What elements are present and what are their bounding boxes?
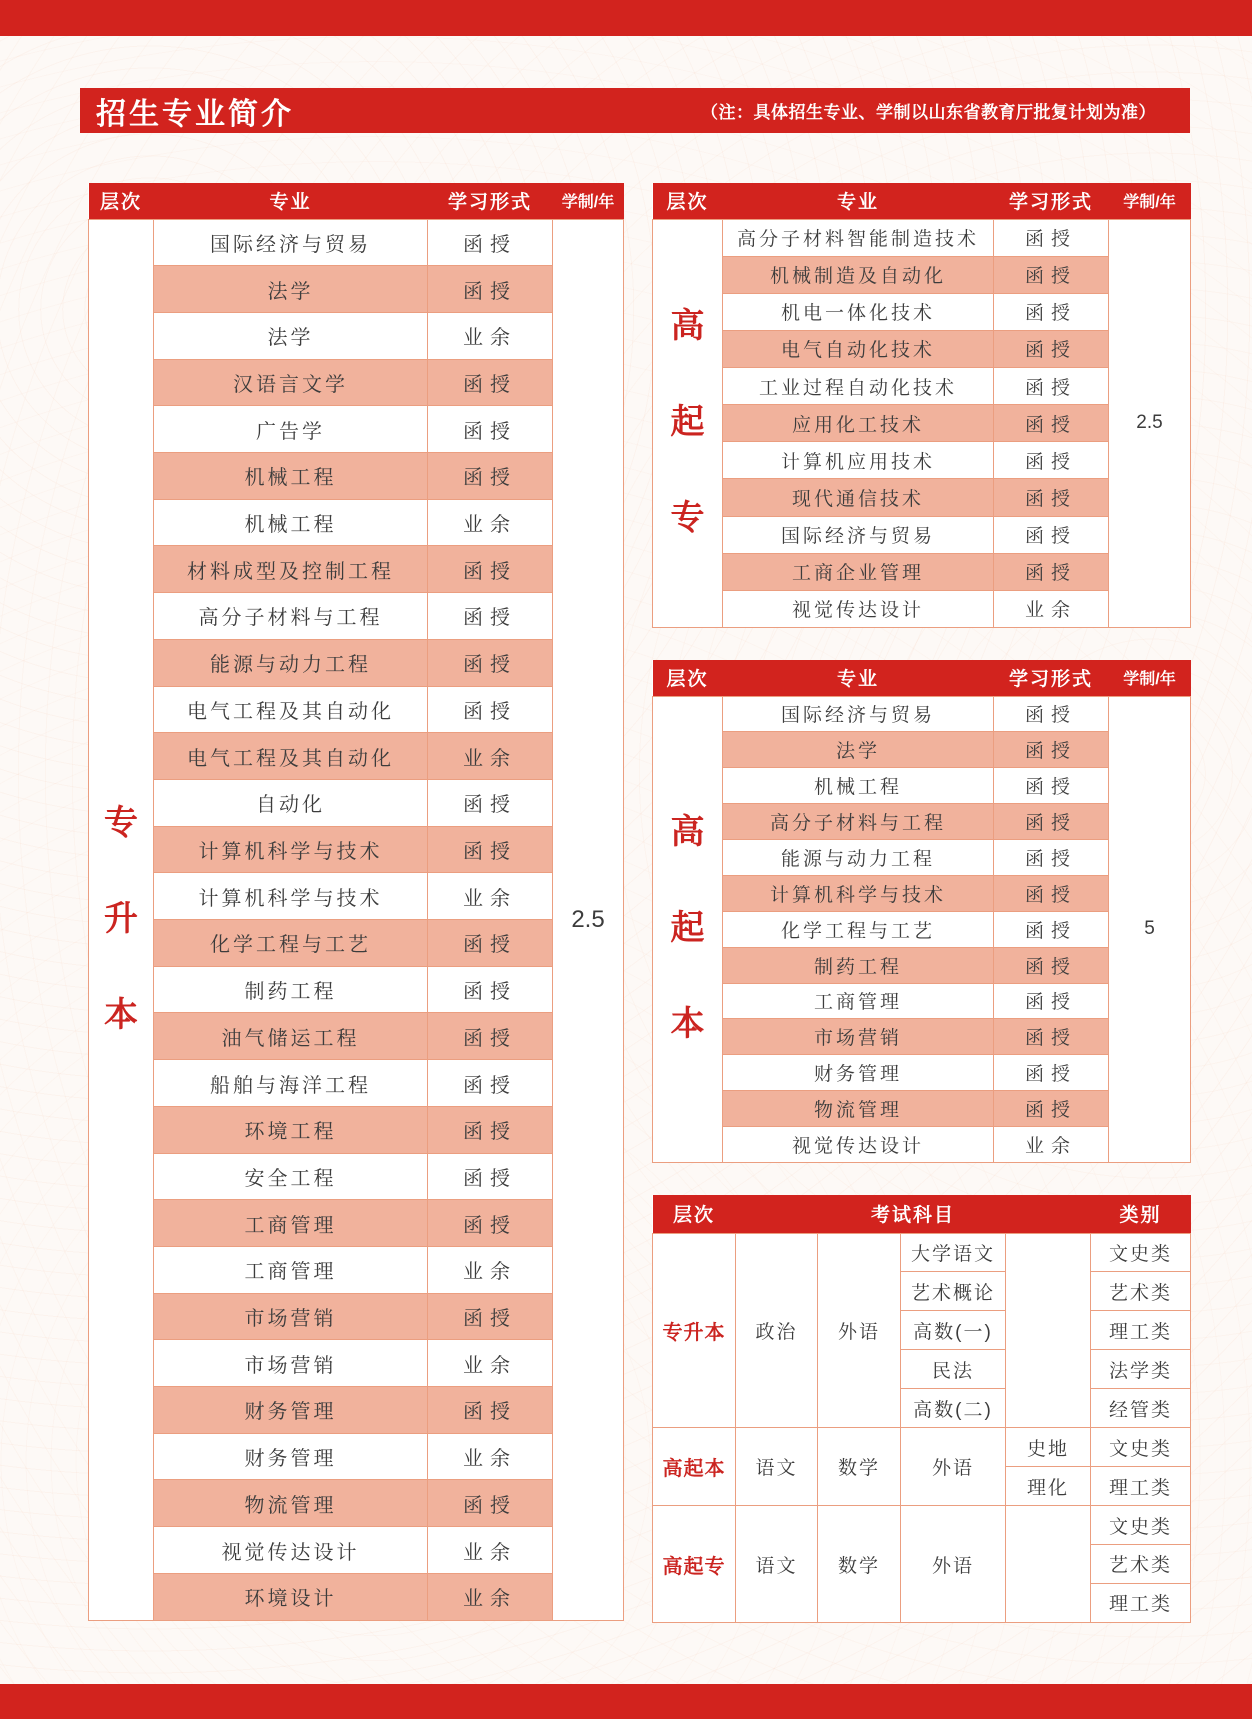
- major-cell: 市场营销: [154, 1293, 428, 1340]
- level-char: 起: [670, 910, 705, 948]
- study-form-cell: 函授: [994, 696, 1109, 732]
- study-form-cell: 函授: [428, 920, 553, 967]
- major-cell: 化学工程与工艺: [723, 911, 994, 947]
- study-form-cell: 函授: [994, 293, 1109, 330]
- study-form-cell: 函授: [994, 1019, 1109, 1055]
- major-cell: 广告学: [154, 406, 428, 453]
- major-cell: 计算机应用技术: [723, 442, 994, 479]
- col-header-exam-subjects: 考试科目: [736, 1195, 1091, 1233]
- major-cell: 机电一体化技术: [723, 293, 994, 330]
- study-form-cell: 业余: [428, 499, 553, 546]
- study-form-cell: 函授: [994, 405, 1109, 442]
- col-header-level: 层次: [653, 660, 723, 696]
- major-cell: 计算机科学与技术: [154, 873, 428, 920]
- table-row: [89, 312, 624, 359]
- study-form-cell: 函授: [428, 1013, 553, 1060]
- level-char: 专: [104, 804, 138, 842]
- major-cell: 能源与动力工程: [723, 840, 994, 876]
- major-cell: 计算机科学与技术: [723, 875, 994, 911]
- study-form-cell: 函授: [994, 768, 1109, 804]
- level-vertical-label: [653, 310, 722, 536]
- study-form-cell: 函授: [428, 686, 553, 733]
- table-row: [89, 1013, 624, 1060]
- study-form-cell: 函授: [994, 1091, 1109, 1127]
- study-form-cell: 函授: [428, 593, 553, 640]
- table-row: [89, 1200, 624, 1247]
- level-label: [653, 219, 723, 628]
- level-label: [653, 696, 723, 1163]
- major-cell: 汉语言文学: [154, 359, 428, 406]
- study-form-cell: 函授: [428, 359, 553, 406]
- category-cell: 文史类: [1091, 1506, 1191, 1545]
- major-cell: 现代通信技术: [723, 479, 994, 516]
- major-cell: 化学工程与工艺: [154, 920, 428, 967]
- col-header-duration: 学制/年: [553, 183, 624, 219]
- level-char: 本: [670, 1006, 705, 1044]
- study-form-cell: 函授: [994, 911, 1109, 947]
- study-form-cell: 业余: [428, 1246, 553, 1293]
- table-zhuanshengben-majors: [88, 183, 623, 1621]
- study-form-cell: 业余: [428, 733, 553, 780]
- table-row: [89, 499, 624, 546]
- level-char: 升: [104, 900, 138, 938]
- major-cell: 安全工程: [154, 1153, 428, 1200]
- study-form-cell: 函授: [428, 1200, 553, 1247]
- study-form-cell: 业余: [428, 312, 553, 359]
- study-form-cell: 函授: [994, 840, 1109, 876]
- study-form-cell: 函授: [428, 266, 553, 313]
- study-form-cell: 函授: [994, 983, 1109, 1019]
- common-subject-cell: 数学: [818, 1428, 901, 1506]
- major-cell: 视觉传达设计: [723, 590, 994, 627]
- table-row: [89, 873, 624, 920]
- option-subject-cell: 高数(二): [901, 1389, 1006, 1428]
- major-cell: 工商企业管理: [723, 553, 994, 590]
- major-cell: 财务管理: [154, 1387, 428, 1434]
- study-form-cell: 业余: [994, 1127, 1109, 1163]
- major-cell: 制药工程: [154, 966, 428, 1013]
- table-header-row: [653, 660, 1191, 696]
- major-cell: 视觉传达设计: [723, 1127, 994, 1163]
- study-form-cell: 函授: [994, 732, 1109, 768]
- category-cell: 文史类: [1091, 1428, 1191, 1467]
- col-header-level: 层次: [89, 183, 154, 219]
- table-row: [89, 1527, 624, 1574]
- empty-cell: [1006, 1233, 1091, 1428]
- major-cell: 油气储运工程: [154, 1013, 428, 1060]
- major-cell: 法学: [154, 312, 428, 359]
- level-vertical-label: [89, 804, 153, 1034]
- col-header-level: 层次: [653, 1195, 736, 1233]
- table-gaoqizhuan-majors: [652, 183, 1190, 628]
- study-form-cell: 函授: [994, 256, 1109, 293]
- col-header-study-form: 学习形式: [994, 183, 1109, 219]
- category-cell: 理工类: [1091, 1583, 1191, 1622]
- table-row: [89, 1293, 624, 1340]
- study-form-cell: 函授: [428, 1387, 553, 1434]
- category-cell: 文史类: [1091, 1233, 1191, 1272]
- major-cell: 机械工程: [154, 453, 428, 500]
- level-vertical-label: [653, 816, 722, 1042]
- study-form-cell: 函授: [428, 453, 553, 500]
- study-form-cell: 函授: [428, 779, 553, 826]
- option-subject-cell: 大学语文: [901, 1233, 1006, 1272]
- table-row: [89, 1387, 624, 1434]
- study-form-cell: 函授: [428, 826, 553, 873]
- category-cell: 法学类: [1091, 1350, 1191, 1389]
- major-cell: 财务管理: [154, 1433, 428, 1480]
- table-row: [89, 639, 624, 686]
- majors-table: [652, 183, 1191, 628]
- major-cell: 电气工程及其自动化: [154, 686, 428, 733]
- common-subject-cell: 外语: [901, 1428, 1006, 1506]
- table-row: [89, 219, 624, 266]
- major-cell: 法学: [154, 266, 428, 313]
- major-cell: 财务管理: [723, 1055, 994, 1091]
- table-row: [89, 966, 624, 1013]
- table-row: [89, 1106, 624, 1153]
- table-row: [89, 266, 624, 313]
- level-char: 起: [670, 404, 705, 442]
- col-header-major: 专业: [723, 660, 994, 696]
- major-cell: 制药工程: [723, 947, 994, 983]
- col-header-major: 专业: [723, 183, 994, 219]
- table-row: [89, 826, 624, 873]
- bottom-red-bar: [0, 1684, 1252, 1719]
- major-cell: 船舶与海洋工程: [154, 1060, 428, 1107]
- major-cell: 计算机科学与技术: [154, 826, 428, 873]
- table-row: [89, 686, 624, 733]
- exam-table: [652, 1195, 1191, 1623]
- exam-row: [653, 1506, 1191, 1545]
- study-form-cell: 函授: [428, 219, 553, 266]
- option-subject-cell: 高数(一): [901, 1311, 1006, 1350]
- exam-level-label: 专升本: [653, 1233, 736, 1428]
- major-cell: 电气工程及其自动化: [154, 733, 428, 780]
- majors-table: [88, 183, 624, 1621]
- table-row: [89, 1340, 624, 1387]
- study-form-cell: 函授: [428, 1060, 553, 1107]
- study-form-cell: 函授: [994, 368, 1109, 405]
- table-row: [89, 406, 624, 453]
- study-form-cell: 函授: [994, 553, 1109, 590]
- empty-cell: [1006, 1506, 1091, 1623]
- exam-row: [653, 1428, 1191, 1467]
- category-cell: 理工类: [1091, 1311, 1191, 1350]
- major-cell: 机械工程: [154, 499, 428, 546]
- major-cell: 工商管理: [154, 1200, 428, 1247]
- major-cell: 应用化工技术: [723, 405, 994, 442]
- major-cell: 能源与动力工程: [154, 639, 428, 686]
- category-cell: 经管类: [1091, 1389, 1191, 1428]
- major-cell: 工商管理: [154, 1246, 428, 1293]
- table-row: [89, 1433, 624, 1480]
- study-form-cell: 函授: [428, 1293, 553, 1340]
- col-header-study-form: 学习形式: [994, 660, 1109, 696]
- table-row: [89, 359, 624, 406]
- major-cell: 工商管理: [723, 983, 994, 1019]
- major-cell: 市场营销: [723, 1019, 994, 1055]
- level-char: 高: [670, 308, 705, 346]
- study-form-cell: 函授: [428, 406, 553, 453]
- col-header-level: 层次: [653, 183, 723, 219]
- major-cell: 国际经济与贸易: [154, 219, 428, 266]
- study-form-cell: 业余: [428, 1573, 553, 1620]
- table-row: [89, 593, 624, 640]
- col-header-major: 专业: [154, 183, 428, 219]
- common-subject-cell: 语文: [736, 1506, 818, 1623]
- table-row: [89, 1153, 624, 1200]
- study-form-cell: 函授: [994, 442, 1109, 479]
- table-gaoqiben-majors: [652, 660, 1190, 1163]
- study-form-cell: 函授: [994, 1055, 1109, 1091]
- page-title: 招生专业简介: [96, 97, 294, 131]
- major-cell: 视觉传达设计: [154, 1527, 428, 1574]
- common-subject-cell: 语文: [736, 1428, 818, 1506]
- table-exam-subjects: [652, 1195, 1190, 1623]
- exam-level-label: 高起专: [653, 1506, 736, 1623]
- major-cell: 法学: [723, 732, 994, 768]
- common-subject-cell: 数学: [818, 1506, 901, 1623]
- table-header-row: [653, 1195, 1191, 1233]
- exam-row: [653, 1233, 1191, 1272]
- major-cell: 市场营销: [154, 1340, 428, 1387]
- study-form-cell: 函授: [994, 947, 1109, 983]
- study-form-cell: 函授: [428, 1480, 553, 1527]
- table-row: [89, 733, 624, 780]
- major-cell: 国际经济与贸易: [723, 516, 994, 553]
- major-cell: 高分子材料与工程: [723, 804, 994, 840]
- major-cell: 物流管理: [154, 1480, 428, 1527]
- study-form-cell: 函授: [994, 330, 1109, 367]
- study-form-cell: 业余: [428, 1527, 553, 1574]
- col-header-duration: 学制/年: [1109, 660, 1191, 696]
- level-char: 专: [670, 500, 705, 538]
- study-form-cell: 业余: [428, 873, 553, 920]
- duration-cell: 5: [1109, 696, 1191, 1163]
- table-row: [89, 920, 624, 967]
- study-form-cell: 业余: [428, 1433, 553, 1480]
- category-cell: 艺术类: [1091, 1545, 1191, 1584]
- table-header-row: [89, 183, 624, 219]
- table-row: [89, 1246, 624, 1293]
- majors-table: [652, 660, 1191, 1163]
- study-form-cell: 函授: [994, 479, 1109, 516]
- major-cell: 机械制造及自动化: [723, 256, 994, 293]
- study-form-cell: 业余: [994, 590, 1109, 627]
- major-cell: 高分子材料智能制造技术: [723, 219, 994, 256]
- study-form-cell: 函授: [994, 516, 1109, 553]
- table-row: [653, 696, 1191, 732]
- study-form-cell: 函授: [994, 804, 1109, 840]
- table-header-row: [653, 183, 1191, 219]
- option-subject-cell: 理化: [1006, 1467, 1091, 1506]
- study-form-cell: 函授: [428, 1106, 553, 1153]
- study-form-cell: 函授: [428, 966, 553, 1013]
- common-subject-cell: 外语: [818, 1233, 901, 1428]
- category-cell: 艺术类: [1091, 1272, 1191, 1311]
- common-subject-cell: 政治: [736, 1233, 818, 1428]
- table-row: [89, 779, 624, 826]
- option-subject-cell: 史地: [1006, 1428, 1091, 1467]
- major-cell: 环境设计: [154, 1573, 428, 1620]
- major-cell: 国际经济与贸易: [723, 696, 994, 732]
- table-row: [653, 219, 1191, 256]
- table-row: [89, 546, 624, 593]
- col-header-category: 类别: [1091, 1195, 1191, 1233]
- level-char: 高: [670, 814, 705, 852]
- category-cell: 理工类: [1091, 1467, 1191, 1506]
- table-row: [89, 1060, 624, 1107]
- major-cell: 材料成型及控制工程: [154, 546, 428, 593]
- table-row: [89, 1573, 624, 1620]
- study-form-cell: 函授: [994, 219, 1109, 256]
- table-row: [89, 1480, 624, 1527]
- duration-cell: 2.5: [553, 219, 624, 1621]
- study-form-cell: 函授: [428, 639, 553, 686]
- major-cell: 工业过程自动化技术: [723, 368, 994, 405]
- major-cell: 自动化: [154, 779, 428, 826]
- major-cell: 高分子材料与工程: [154, 593, 428, 640]
- option-subject-cell: 艺术概论: [901, 1272, 1006, 1311]
- major-cell: 机械工程: [723, 768, 994, 804]
- col-header-study-form: 学习形式: [428, 183, 553, 219]
- option-subject-cell: 民法: [901, 1350, 1006, 1389]
- major-cell: 电气自动化技术: [723, 330, 994, 367]
- col-header-duration: 学制/年: [1109, 183, 1191, 219]
- page-header: [80, 88, 1190, 133]
- level-label: [89, 219, 154, 1621]
- major-cell: 物流管理: [723, 1091, 994, 1127]
- study-form-cell: 函授: [994, 875, 1109, 911]
- page-header-note: （注：具体招生专业、学制以山东省教育厅批复计划为准）: [701, 103, 1156, 122]
- duration-cell: 2.5: [1109, 219, 1191, 628]
- major-cell: 环境工程: [154, 1106, 428, 1153]
- table-row: [89, 453, 624, 500]
- top-red-bar: [0, 0, 1252, 36]
- study-form-cell: 函授: [428, 1153, 553, 1200]
- exam-level-label: 高起本: [653, 1428, 736, 1506]
- common-subject-cell: 外语: [901, 1506, 1006, 1623]
- level-char: 本: [104, 996, 138, 1034]
- study-form-cell: 业余: [428, 1340, 553, 1387]
- study-form-cell: 函授: [428, 546, 553, 593]
